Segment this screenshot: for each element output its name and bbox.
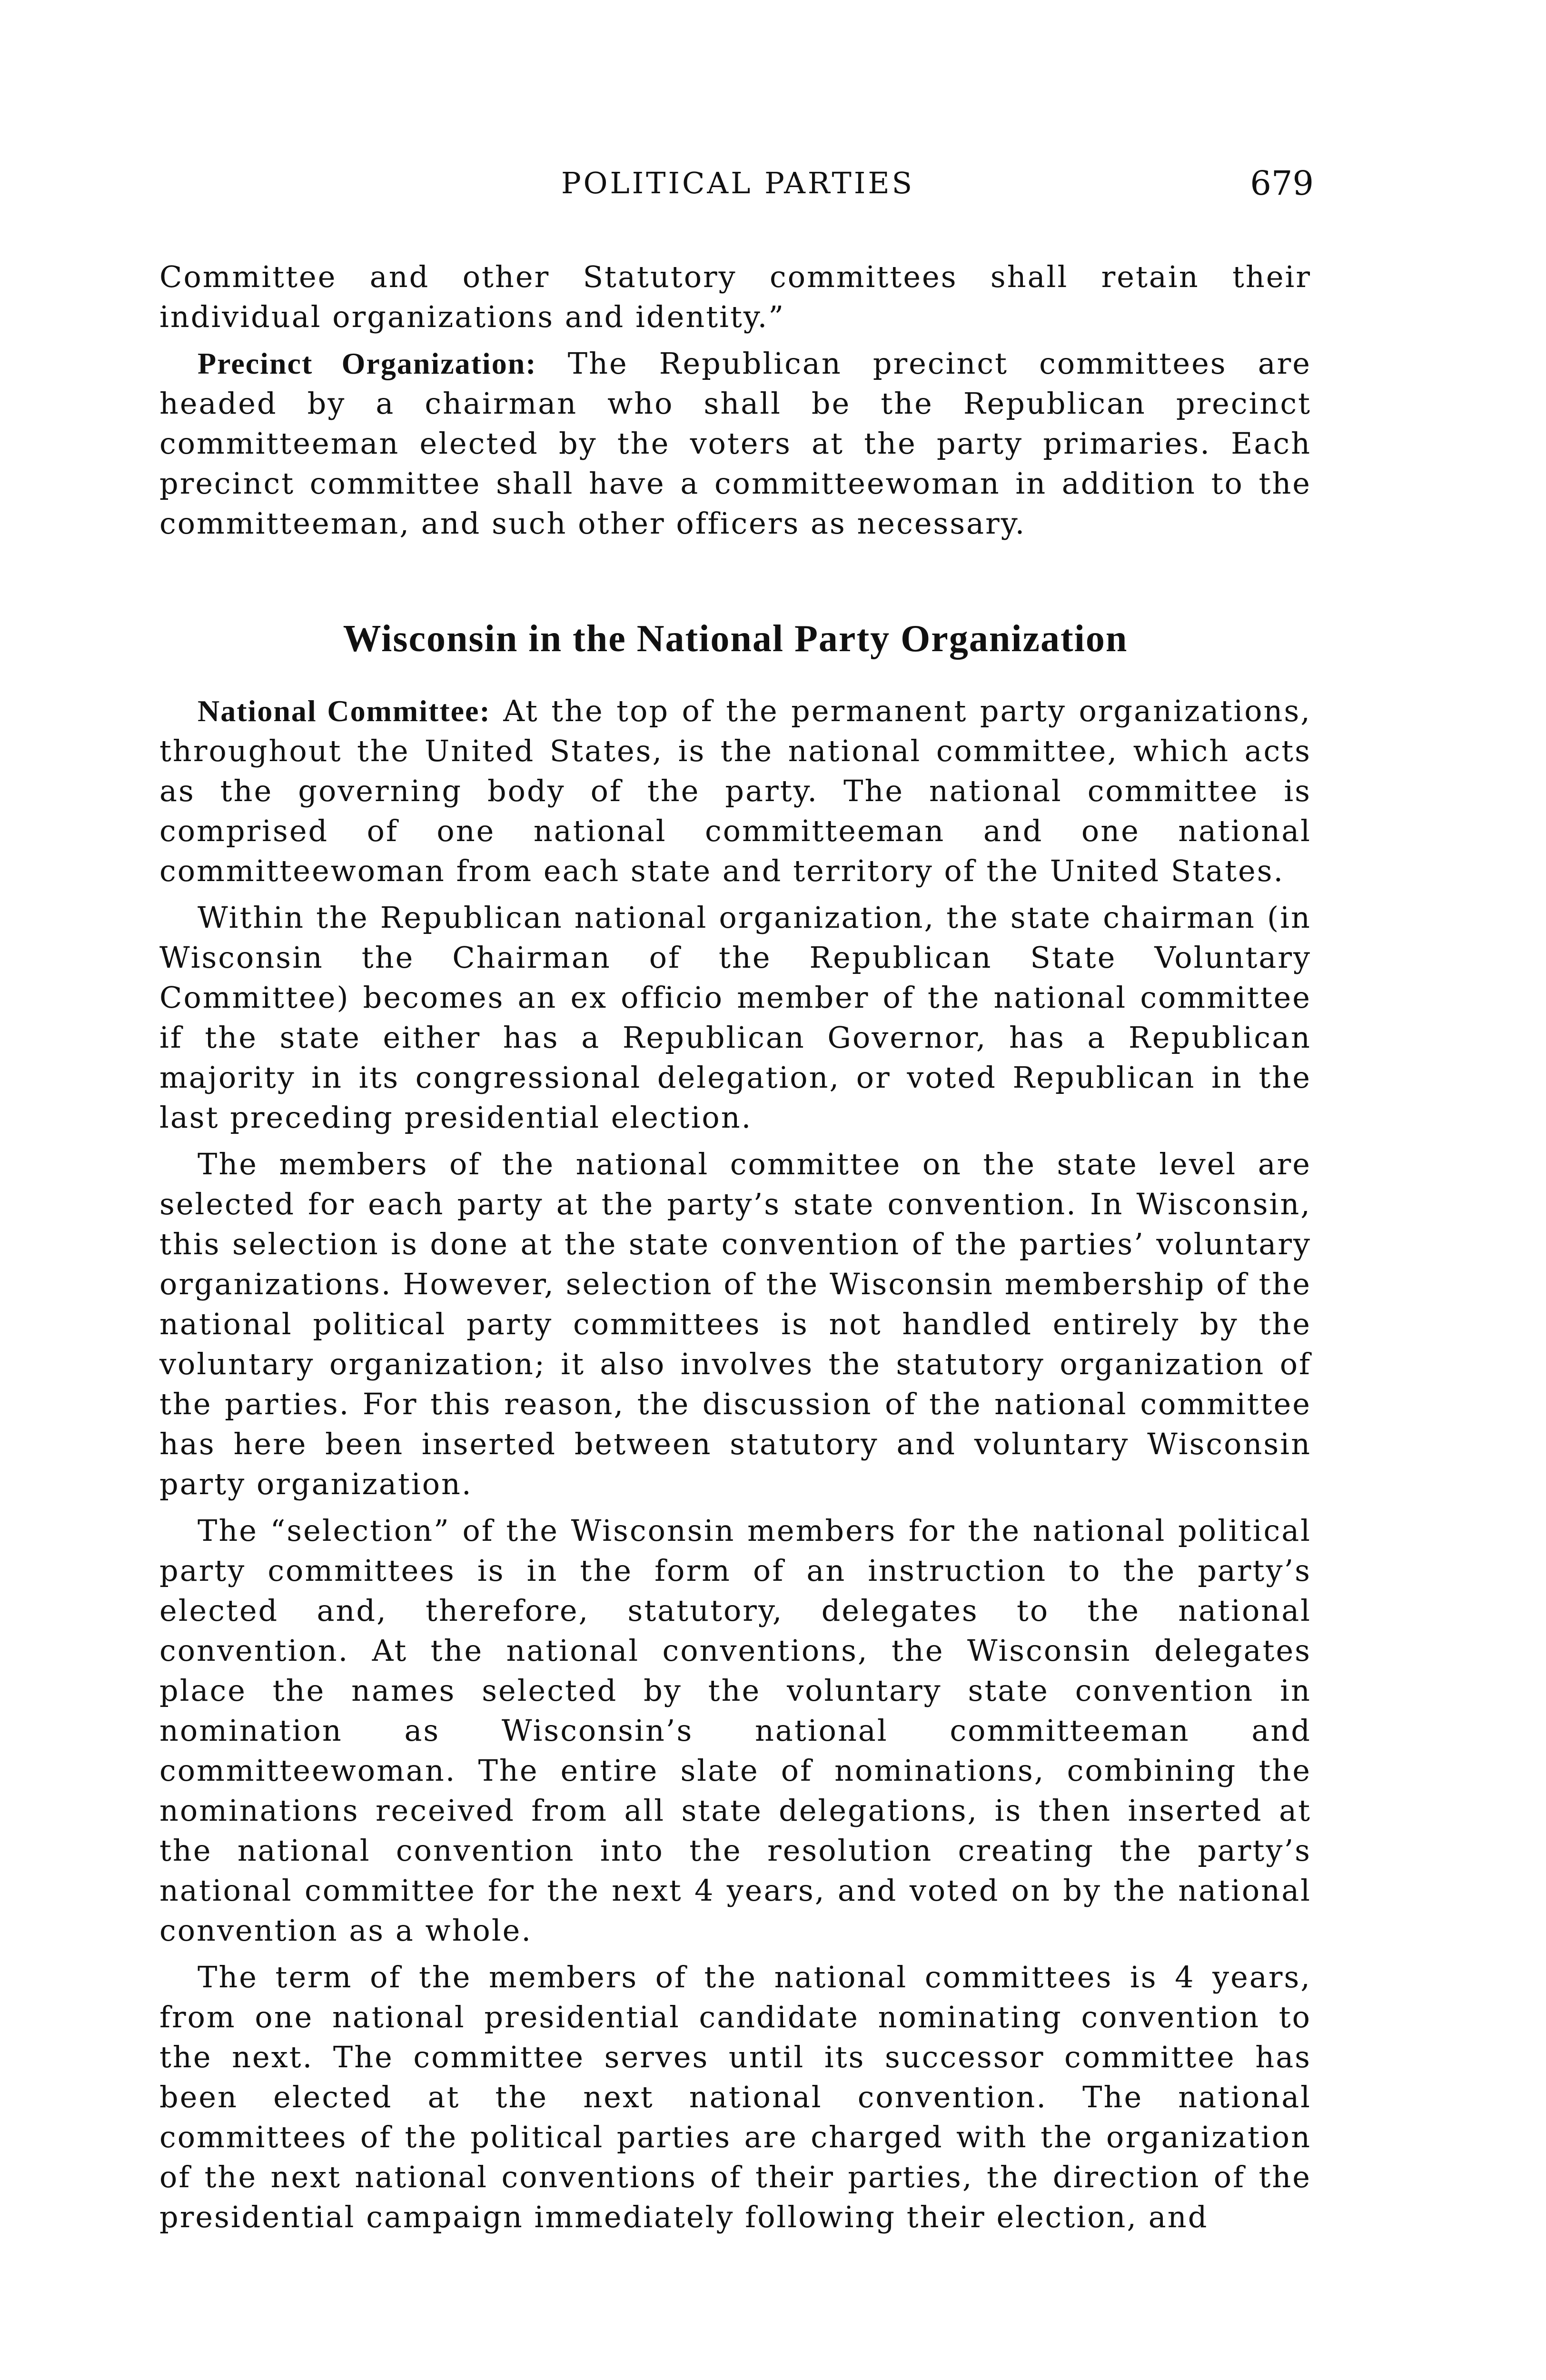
- run-in-heading-precinct: Precinct Organization:: [198, 347, 537, 380]
- body-text: [159, 257, 1311, 2244]
- run-in-heading-national: National Committee:: [198, 694, 491, 728]
- paragraph-text: The Republican precinct committees are headed by a chairman who shall be the Republican precinct committeeman elected by the voters at the party primaries. Each precinct committee shall have a committeewoman in addition to the committeeman, and such other officers as necessary.: [159, 346, 1312, 541]
- running-header: [162, 162, 1314, 205]
- page-number: 679: [1250, 164, 1314, 203]
- paragraph-republican-organization: [159, 898, 1311, 1138]
- paragraph-text: At the top of the permanent party organizations, throughout the United States, is the national committee, which acts as the governing body of the party. The national committee is comprised of one national committeeman and one national committeewoman from each state and territory of the United States.: [159, 694, 1311, 888]
- paragraph-text: Committee and other Statutory committees shall retain their individual organizations and identity.”: [159, 259, 1311, 334]
- paragraph-text: The members of the national committee on the state level are selected for each party at the party’s state convention. In Wisconsin, this selection is done at the state convention of the parties’ voluntary organizations. However, selection of the Wisconsin membership of the national political party committees is not handled entirely by the voluntary organization; it also involves the statutory organization of the parties. For this reason, the discussion of the national committee has here been inserted between statutory and voluntary Wisconsin party organization.: [159, 1147, 1311, 1501]
- paragraph-text: Within the Republican national organization, the state chairman (in Wisconsin the Chairman of the Republican State Voluntary Committee) becomes an ex officio member of the national committee if the state either has a Republican Governor, has a Republican majority in its congressional delegation, or voted Republican in the last preceding presidential election.: [159, 900, 1311, 1135]
- paragraph-precinct-organization: [159, 344, 1311, 544]
- paragraph-text: The term of the members of the national committees is 4 years, from one national presidential candidate nominating convention to the next. The committee serves until its successor committee has been elected at the next national convention. The national committees of the political parties are charged with the organization of the next national conventions of their parties, the direction of the presidential campaign immediately following their election, and: [159, 1960, 1311, 2234]
- paragraph-national-committee: [159, 691, 1311, 891]
- running-title: POLITICAL PARTIES: [561, 166, 915, 200]
- paragraph-committee-term: [159, 1957, 1311, 2237]
- paragraph-selection-instruction: [159, 1511, 1311, 1951]
- paragraph-member-selection: [159, 1144, 1311, 1504]
- paragraph-committee-identity: [159, 257, 1311, 337]
- section-heading: Wisconsin in the National Party Organization: [343, 618, 1128, 660]
- paragraph-text: The “selection” of the Wisconsin members for the national political party committees is in the form of an instruction to the party’s elected and, therefore, statutory, delegates to the national convention. At the national conventions, the Wisconsin delegates place the names selected by the voluntary state convention in nomination as Wisconsin’s national committeeman and committeewoman. The entire slate of nominations, combining the nominations received from all state delegations, is then inserted at the national convention into the resolution creating the party’s national committee for the next 4 years, and voted on by the national convention as a whole.: [159, 1513, 1311, 1948]
